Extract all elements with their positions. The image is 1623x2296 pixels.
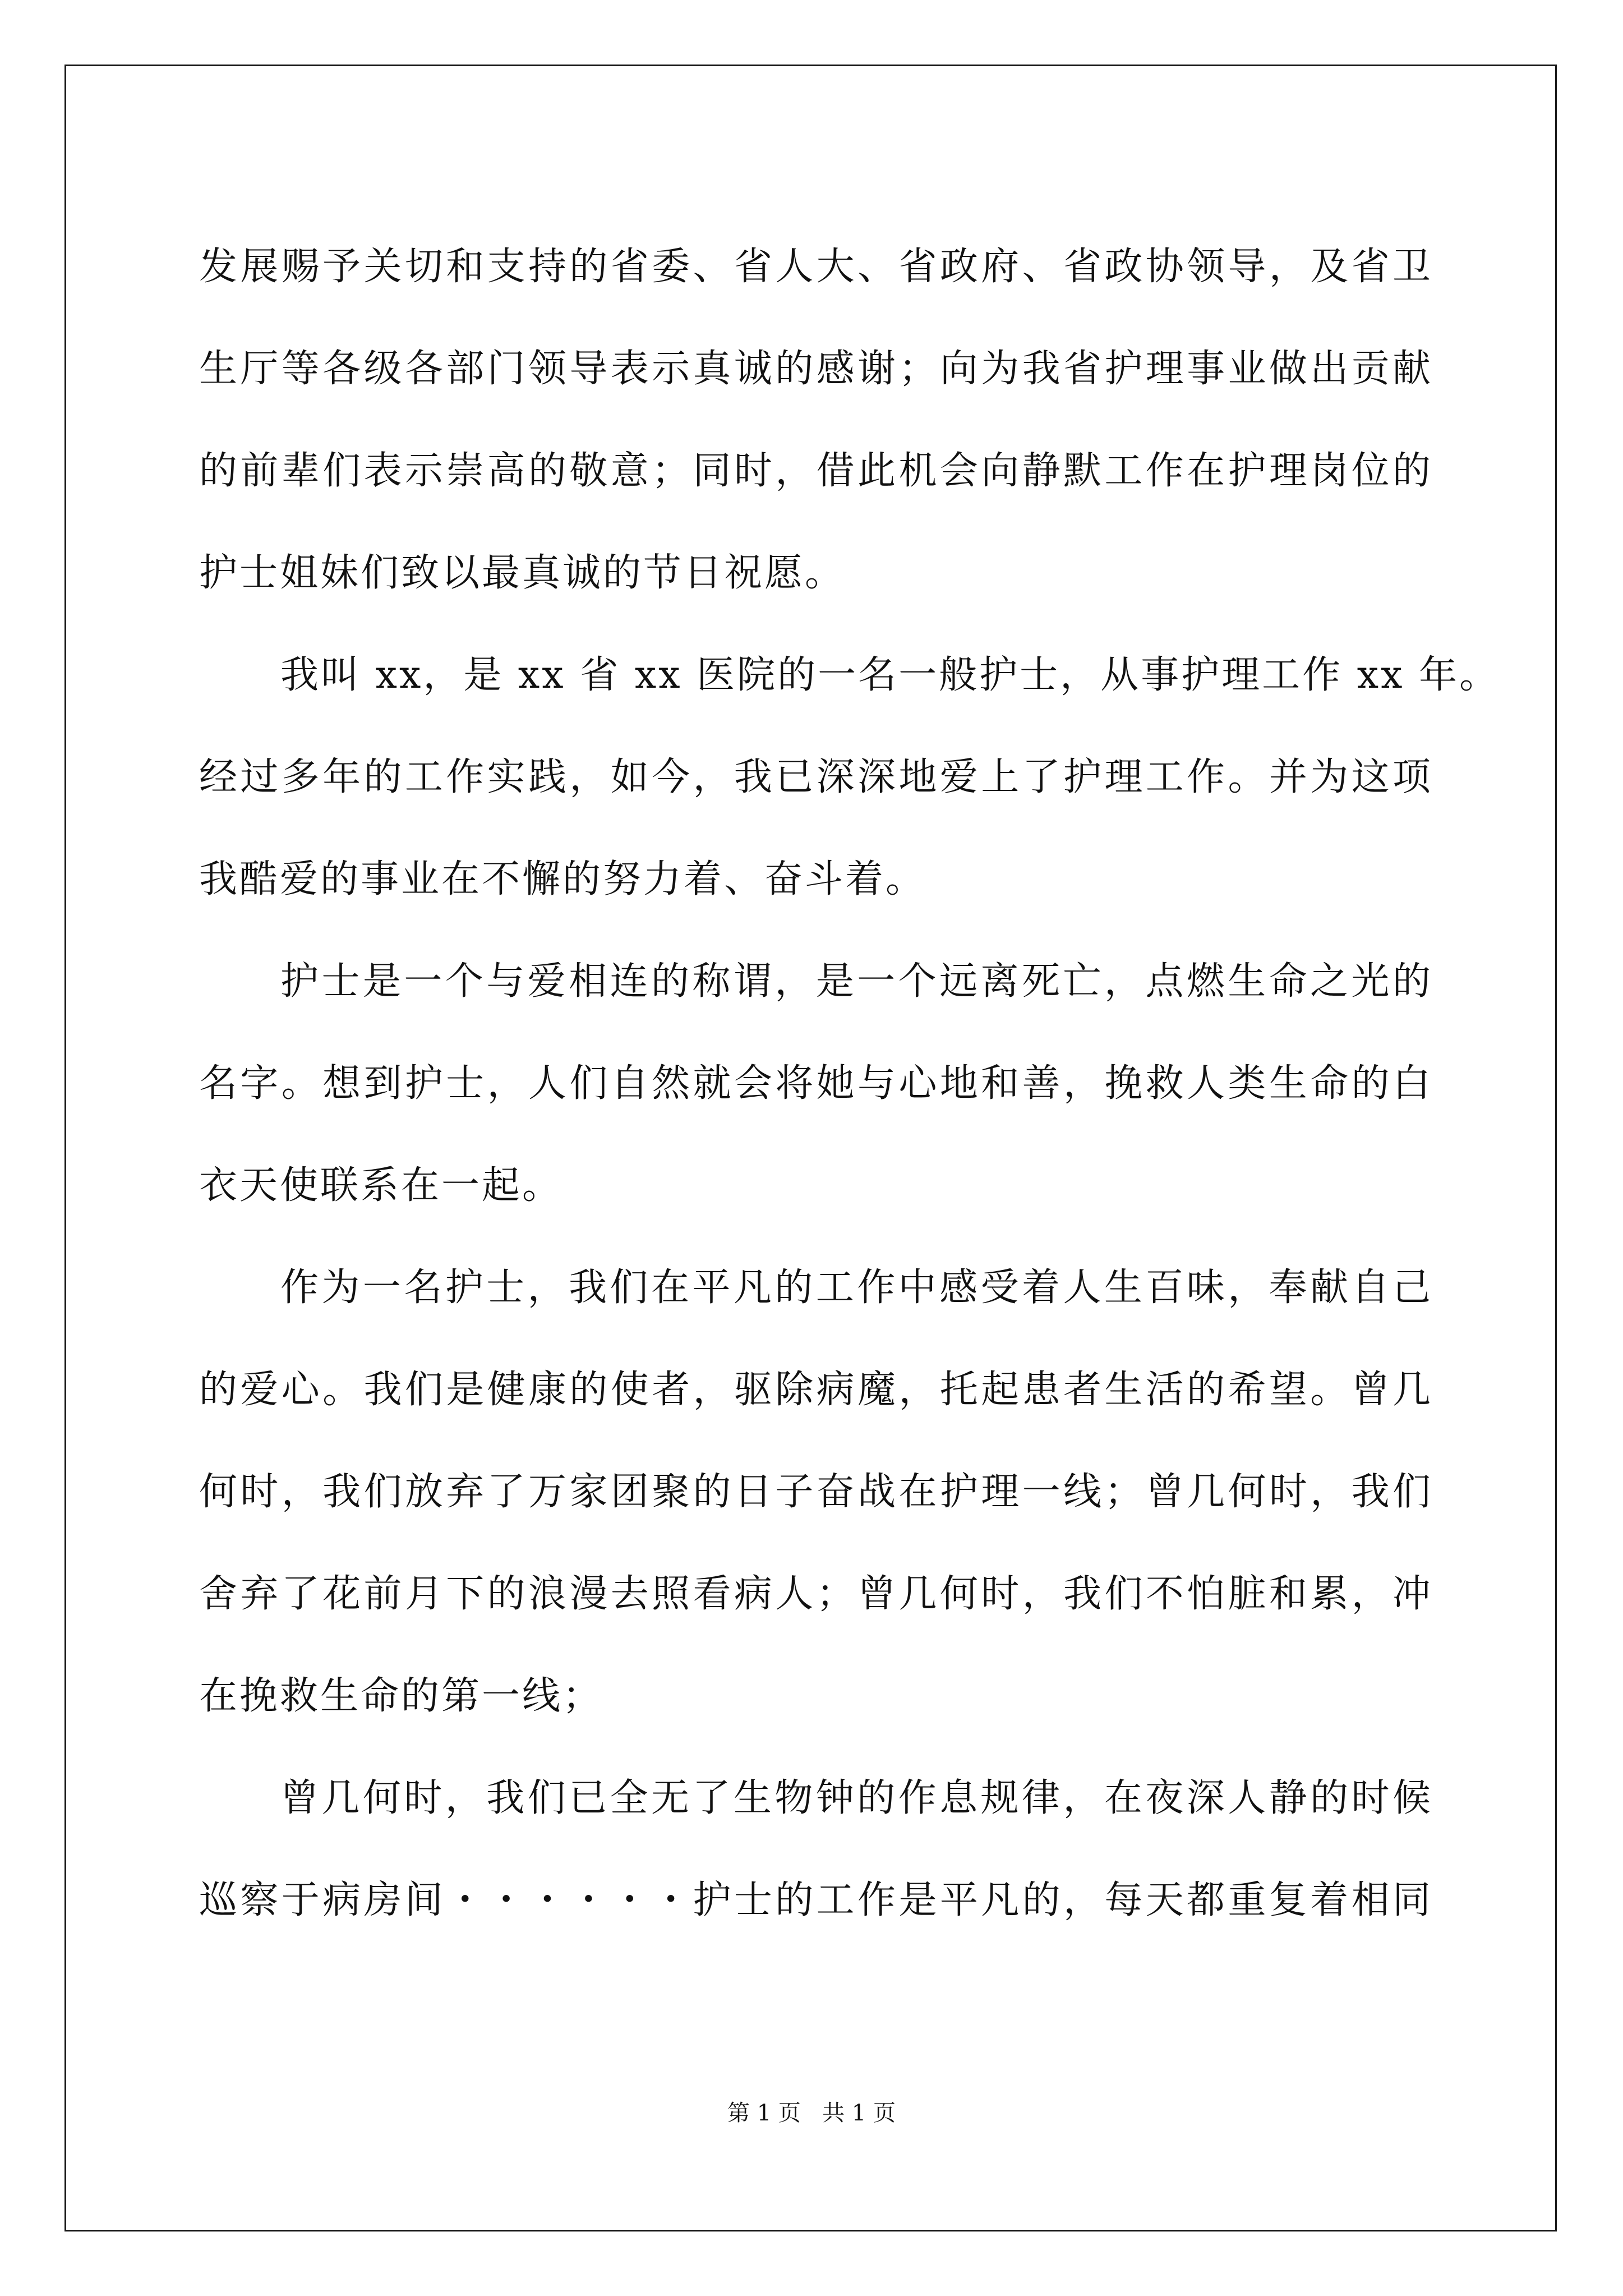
text-line: 我叫 xx，是 xx 省 xx 医院的一名一般护士，从事护理工作 xx 年。 <box>280 653 1500 697</box>
text-line: 作为一名护士，我们在平凡的工作中感受着人生百味，奉献自己 <box>280 1266 1433 1310</box>
text-line: 名字。想到护士，人们自然就会将她与心地和善，挽救人类生命的白 <box>199 1061 1433 1106</box>
text-line: 生厅等各级各部门领导表示真诚的感谢；向为我省护理事业做出贡献 <box>199 347 1433 391</box>
text-line: 衣天使联系在一起。 <box>199 1163 563 1208</box>
text-line: 经过多年的工作实践，如今，我已深深地爱上了护理工作。并为这项 <box>199 755 1433 799</box>
text-line: 舍弃了花前月下的浪漫去照看病人；曾几何时，我们不怕脏和累，冲 <box>199 1572 1433 1616</box>
text-line: 在挽救生命的第一线； <box>199 1674 603 1718</box>
text-line: 护士姐妹们致以最真诚的节日祝愿。 <box>199 551 846 595</box>
text-line: 巡察于病房间・・・・・・护士的工作是平凡的，每天都重复着相同 <box>199 1878 1433 1922</box>
text-line: 何时，我们放弃了万家团聚的日子奋战在护理一线；曾几何时，我们 <box>199 1470 1433 1514</box>
text-line: 曾几何时，我们已全无了生物钟的作息规律，在夜深人静的时候 <box>280 1776 1433 1820</box>
text-line: 的前辈们表示崇高的敬意；同时，借此机会向静默工作在护理岗位的 <box>199 449 1433 493</box>
text-line: 我酷爱的事业在不懈的努力着、奋斗着。 <box>199 857 926 901</box>
text-line: 发展赐予关切和支持的省委、省人大、省政府、省政协领导，及省卫 <box>199 245 1433 289</box>
text-line: 的爱心。我们是健康的使者，驱除病魔，托起患者生活的希望。曾几 <box>199 1368 1433 1412</box>
document-body <box>199 216 1500 1952</box>
page-footer: 第 1 页 共 1 页 <box>727 2100 896 2126</box>
text-line: 护士是一个与爱相连的称谓，是一个远离死亡，点燃生命之光的 <box>280 959 1433 1004</box>
